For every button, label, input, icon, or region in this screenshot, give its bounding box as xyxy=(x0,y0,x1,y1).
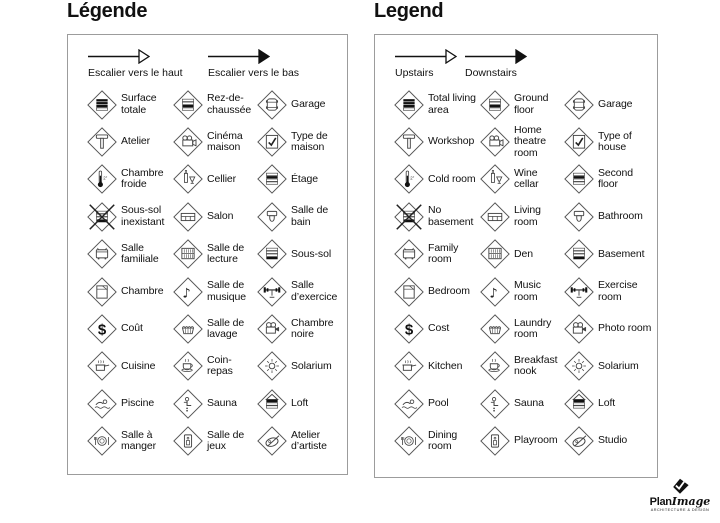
legend-item xyxy=(86,236,172,273)
legend-item-label: Coût xyxy=(121,322,143,335)
legend-item-label: Bathroom xyxy=(598,210,643,223)
bed-icon xyxy=(86,276,118,308)
legend-item-label: Salle d’exercice xyxy=(291,279,338,303)
legend-item-label: Sous-sol xyxy=(291,247,332,260)
legend-item xyxy=(563,123,654,160)
legend-item-label: Sauna xyxy=(207,397,237,410)
legend-item-label: Cost xyxy=(428,322,450,335)
legend-item xyxy=(393,236,479,273)
swimmer-icon xyxy=(393,388,425,420)
stack-ground-icon xyxy=(479,89,511,121)
legend-item-label: Salle de lavage xyxy=(207,316,245,341)
legend-item-label: Bedroom xyxy=(428,284,470,297)
legend-item-label: Chambre noire xyxy=(291,316,334,341)
legend-item xyxy=(563,86,654,123)
legend-item xyxy=(172,161,256,198)
legend-item-label: Atelier d’artiste xyxy=(291,428,327,453)
camera-icon xyxy=(256,313,288,345)
stack-crossed-icon xyxy=(393,201,425,233)
logo-wordmark xyxy=(644,496,716,508)
tv-icon xyxy=(393,238,425,270)
legend-item xyxy=(256,161,344,198)
diamond-check-icon xyxy=(670,478,690,495)
stack-full-icon xyxy=(86,89,118,121)
palette-icon xyxy=(256,425,288,457)
legend-item-label: Laundry room xyxy=(514,316,552,341)
legend-item xyxy=(563,348,654,385)
legend-item xyxy=(479,423,563,460)
legend-item-label: Cold room xyxy=(428,172,476,185)
legend-item-label: Breakfast nook xyxy=(514,353,558,378)
svg-text:♪: ♪ xyxy=(489,285,498,301)
legend-item-label: Chambre froide xyxy=(121,166,164,191)
legend-item xyxy=(393,123,479,160)
toilet-icon xyxy=(256,201,288,233)
sofa-icon xyxy=(479,201,511,233)
legend-item xyxy=(256,310,344,347)
arrow-label: Upstairs xyxy=(395,67,434,79)
legend-item-label: Garage xyxy=(598,97,633,110)
palette-icon xyxy=(563,425,595,457)
legend-item-label: Studio xyxy=(598,434,628,447)
legend-item xyxy=(563,385,654,422)
legend-item-label: Type of house xyxy=(598,129,632,154)
planimage-logo xyxy=(644,478,716,513)
legend-item xyxy=(256,423,344,460)
hammer-icon xyxy=(393,126,425,158)
legend-item xyxy=(393,385,479,422)
cooking-pot-icon xyxy=(393,350,425,382)
legend-item-label: Solarium xyxy=(291,359,332,372)
plate-cutlery-icon xyxy=(86,425,118,457)
legend-item xyxy=(563,161,654,198)
bed-icon xyxy=(393,276,425,308)
sun-icon xyxy=(563,350,595,382)
stack-crossed-icon xyxy=(86,201,118,233)
legend-item xyxy=(563,236,654,273)
plate-cutlery-icon xyxy=(393,425,425,457)
legend-item-label: Salon xyxy=(207,210,234,223)
legend-item-label: Salle familiale xyxy=(121,241,159,266)
arrow-label: Escalier vers le bas xyxy=(208,67,300,79)
wine-icon xyxy=(479,163,511,195)
legend-item xyxy=(86,273,172,310)
stack-basement-icon xyxy=(563,238,595,270)
legend-item-label: No basement xyxy=(428,204,474,228)
legend-item-label: Sauna xyxy=(514,397,544,410)
legend-item xyxy=(563,273,654,310)
legend-item xyxy=(86,385,172,422)
toilet-icon xyxy=(563,201,595,233)
garage-icon xyxy=(563,89,595,121)
legend-item xyxy=(393,198,479,235)
arrow-label: Downstairs xyxy=(465,67,517,79)
legend-item-label: Salle de bain xyxy=(291,204,329,228)
legend-item xyxy=(86,423,172,460)
legend-item-label: Family room xyxy=(428,241,459,266)
legend-item xyxy=(479,310,563,347)
open-arrow-icon xyxy=(88,49,150,64)
garage-icon xyxy=(256,89,288,121)
swimmer-icon xyxy=(86,388,118,420)
legend-item xyxy=(393,310,479,347)
legend-item xyxy=(86,161,172,198)
panel-title-fr: Légende xyxy=(67,0,148,22)
coffee-cup-icon xyxy=(479,350,511,382)
legend-item-label: Workshop xyxy=(428,135,475,148)
legend-item xyxy=(172,385,256,422)
legend-item xyxy=(479,86,563,123)
svg-text:$: $ xyxy=(97,321,107,339)
stack-second-icon xyxy=(563,163,595,195)
legend-item xyxy=(172,236,256,273)
legend-item-label: Salle de lecture xyxy=(207,241,245,266)
svg-text:♪: ♪ xyxy=(182,285,191,301)
legend-item xyxy=(256,348,344,385)
legend-item-label: Cuisine xyxy=(121,359,156,372)
sauna-person-icon xyxy=(479,388,511,420)
legend-item-label: Atelier xyxy=(121,135,151,148)
legend-item-label: Sous-sol inexistant xyxy=(121,204,165,228)
legend-item xyxy=(393,86,479,123)
stack-loft-icon xyxy=(563,388,595,420)
filled-arrow-icon xyxy=(465,49,527,64)
legend-item-label: Exercise room xyxy=(598,279,638,303)
legend-item xyxy=(479,236,563,273)
logo-text-italic: Image xyxy=(671,495,711,508)
legend-item-label: Basement xyxy=(598,247,645,260)
house-check-icon xyxy=(256,126,288,158)
legend-item xyxy=(256,123,344,160)
legend-item-label: Piscine xyxy=(121,397,155,410)
legend-item xyxy=(479,385,563,422)
toy-door-icon xyxy=(479,425,511,457)
svg-text:2°: 2° xyxy=(410,176,415,182)
legend-item xyxy=(86,310,172,347)
house-check-icon xyxy=(563,126,595,158)
legend-item-label: Living room xyxy=(514,204,541,228)
thermometer-icon xyxy=(393,163,425,195)
cooking-pot-icon xyxy=(86,350,118,382)
stairs-up-entry xyxy=(395,49,457,79)
legend-item xyxy=(86,198,172,235)
legend-item-label: Wine cellar xyxy=(514,166,539,191)
legend-item xyxy=(172,86,256,123)
legend-item-label: Pool xyxy=(428,397,449,410)
legend-item-label: Salle de jeux xyxy=(207,428,245,453)
legend-item xyxy=(86,123,172,160)
open-arrow-icon xyxy=(395,49,457,64)
dollar-icon xyxy=(86,313,118,345)
legend-item xyxy=(563,423,654,460)
legend-item-label: Surface totale xyxy=(121,92,157,116)
legend-item xyxy=(479,123,563,160)
thermometer-icon xyxy=(86,163,118,195)
logo-text-bold: Plan xyxy=(649,496,672,508)
arrow-label: Escalier vers le haut xyxy=(88,67,183,79)
legend-item-label: Dining room xyxy=(428,428,458,453)
sofa-icon xyxy=(172,201,204,233)
legend-item xyxy=(256,385,344,422)
legend-item-label: Solarium xyxy=(598,359,639,372)
legend-item-label: Étage xyxy=(291,172,318,185)
legend-item xyxy=(86,86,172,123)
coffee-cup-icon xyxy=(172,350,204,382)
stack-basement-icon xyxy=(256,238,288,270)
bookshelf-icon xyxy=(172,238,204,270)
projector-icon xyxy=(172,126,204,158)
camera-icon xyxy=(563,313,595,345)
music-note-icon xyxy=(479,276,511,308)
legend-item-label: Kitchen xyxy=(428,359,463,372)
legend-item xyxy=(563,310,654,347)
legend-item-label: Rez-de-chaussée xyxy=(207,92,252,116)
legend-item xyxy=(393,423,479,460)
legend-item xyxy=(393,348,479,385)
legend-item-label: Chambre xyxy=(121,284,164,297)
legend-grid-en xyxy=(393,86,654,460)
legend-item xyxy=(393,161,479,198)
legend-item xyxy=(256,273,344,310)
legend-panel-en xyxy=(374,34,658,478)
legend-item xyxy=(172,273,256,310)
legend-item-label: Photo room xyxy=(598,322,652,335)
legend-panel-fr xyxy=(67,34,348,475)
legend-item xyxy=(172,198,256,235)
legend-item-label: Cinéma maison xyxy=(207,129,243,154)
legend-item xyxy=(86,348,172,385)
bookshelf-icon xyxy=(479,238,511,270)
stack-full-icon xyxy=(393,89,425,121)
legend-item xyxy=(393,273,479,310)
toy-door-icon xyxy=(172,425,204,457)
legend-grid-fr xyxy=(86,86,344,460)
stack-second-icon xyxy=(256,163,288,195)
legend-item-label: Salle de musique xyxy=(207,279,246,303)
stairs-down-entry xyxy=(208,49,299,79)
hammer-icon xyxy=(86,126,118,158)
legend-item xyxy=(479,273,563,310)
legend-item-label: Ground floor xyxy=(514,92,549,116)
filled-arrow-icon xyxy=(208,49,270,64)
sauna-person-icon xyxy=(172,388,204,420)
legend-item-label: Cellier xyxy=(207,172,237,185)
legend-item xyxy=(479,348,563,385)
legend-item xyxy=(479,198,563,235)
legend-item-label: Total living area xyxy=(428,92,476,116)
legend-item-label: Type de maison xyxy=(291,129,328,154)
legend-item-label: Salle à manger xyxy=(121,428,157,453)
sun-icon xyxy=(256,350,288,382)
legend-item xyxy=(256,86,344,123)
stack-loft-icon xyxy=(256,388,288,420)
legend-item-label: Home theatre room xyxy=(514,123,546,159)
stairs-up-entry xyxy=(88,49,183,79)
dumbbell-icon xyxy=(256,276,288,308)
wine-icon xyxy=(172,163,204,195)
stairs-down-entry xyxy=(465,49,527,79)
legend-item xyxy=(172,348,256,385)
tv-icon xyxy=(86,238,118,270)
svg-text:$: $ xyxy=(404,321,414,339)
legend-item-label: Music room xyxy=(514,279,541,303)
projector-icon xyxy=(479,126,511,158)
legend-item xyxy=(256,198,344,235)
svg-text:2°: 2° xyxy=(103,176,108,182)
music-note-icon xyxy=(172,276,204,308)
laundry-basket-icon xyxy=(172,313,204,345)
legend-item-label: Playroom xyxy=(514,434,558,447)
legend-item-label: Den xyxy=(514,247,533,260)
legend-item xyxy=(479,161,563,198)
legend-item-label: Garage xyxy=(291,97,326,110)
legend-item-label: Loft xyxy=(291,397,309,410)
laundry-basket-icon xyxy=(479,313,511,345)
legend-item xyxy=(172,310,256,347)
logo-tagline: ARCHITECTURE & DESIGN xyxy=(650,508,710,512)
legend-item-label: Loft xyxy=(598,397,616,410)
dollar-icon xyxy=(393,313,425,345)
legend-item-label: Second floor xyxy=(598,166,634,191)
panel-title-en: Legend xyxy=(374,0,444,22)
legend-item xyxy=(172,423,256,460)
legend-item-label: Coin-repas xyxy=(207,353,233,378)
legend-item xyxy=(563,198,654,235)
dumbbell-icon xyxy=(563,276,595,308)
legend-item xyxy=(256,236,344,273)
stack-ground-icon xyxy=(172,89,204,121)
legend-item xyxy=(172,123,256,160)
